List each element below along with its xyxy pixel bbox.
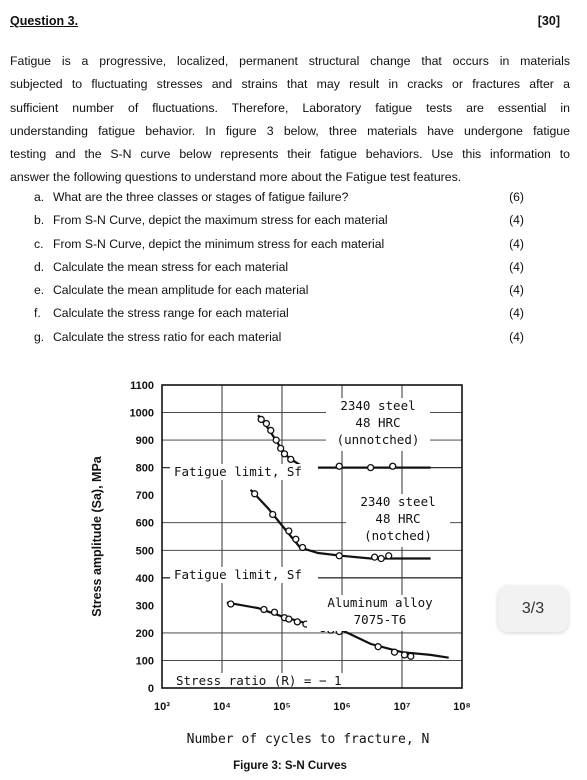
item-mark: (4) [509,329,524,344]
y-tick-label: 400 [135,572,154,585]
question-marks: [30] [537,14,560,28]
data-point [261,606,267,612]
series-label: (unnotched) [336,432,420,447]
item-letter: d. [34,259,45,274]
item-mark: (4) [509,259,524,274]
item-letter: c. [34,236,44,251]
intro-line: testing and the S-N curve below represents their fatigue behaviors. Use this information to [10,147,570,162]
data-point [368,465,374,471]
data-point [336,463,342,469]
fatigue-limit-label: Fatigue limit, Sf [174,567,302,582]
series-label: 2340 steel [340,398,416,413]
y-tick-label: 500 [135,545,154,558]
intro-line: subjected to fluctuating stresses and strains that may result in cracks or fractures after a [10,77,570,92]
data-point [390,463,396,469]
x-tick-label: 10⁸ [453,701,471,713]
data-point [336,553,342,559]
item-text: Calculate the stress range for each material [53,306,289,321]
y-axis-label: Stress amplitude (Sa), MPa [90,456,104,617]
data-point [228,601,234,607]
intro-line: answer the following questions to understand more about the Fatigue test features. [10,170,462,185]
data-point [372,554,378,560]
data-point [288,456,294,462]
data-point [375,644,381,650]
data-point [293,536,299,542]
question-title: Question 3. [10,14,79,28]
data-point [263,421,269,427]
x-tick-label: 10³ [154,701,170,713]
y-tick-label: 100 [135,655,154,668]
item-mark: (6) [509,190,524,204]
figure-caption: Figure 3: S-N Curves [233,760,347,772]
y-tick-label: 600 [135,517,154,530]
data-point [408,653,414,659]
fatigue-limit-label: Fatigue limit, Sf [174,464,302,479]
item-mark: (4) [509,283,524,298]
x-tick-label: 10⁶ [333,701,351,713]
data-point [252,491,258,497]
data-point [294,619,300,625]
y-tick-label: 1100 [130,380,154,392]
item-mark: (4) [509,236,524,251]
x-axis-label: Number of cycles to fracture, N [186,732,430,747]
data-point [300,545,306,551]
data-point [401,652,407,658]
item-letter: e. [34,283,45,298]
x-tick-label: 10⁵ [273,701,291,713]
y-tick-label: 200 [135,627,154,640]
data-point [273,437,279,443]
item-text: What are the three classes or stages of fatigue failure? [53,190,349,204]
data-point [386,553,392,559]
item-text: Calculate the mean stress for each material [53,259,289,274]
series-label: 48 HRC [375,511,421,526]
y-tick-label: 800 [135,462,154,475]
intro-line: Fatigue is a progressive, localized, permanent structural change that occurs in materials [10,54,570,68]
item-mark: (4) [509,213,524,228]
item-letter: g. [34,329,45,344]
data-point [278,445,284,451]
item-text: Calculate the stress ratio for each material [53,329,282,344]
data-point [272,609,278,615]
intro-line: sufficient number of fluctuations. Therefore, Laboratory fatigue tests are essential in [10,100,570,115]
stress-ratio-annotation: Stress ratio (R) = − 1 [176,673,342,688]
item-mark: (4) [509,306,524,321]
y-tick-label: 300 [135,600,154,613]
data-point [286,616,292,622]
data-point [270,511,276,517]
series-label: 7075-T6 [353,612,407,627]
data-point [378,556,384,562]
y-tick-label: 700 [135,490,154,503]
series-label: (notched) [364,528,432,543]
item-text: From S-N Curve, depict the maximum stress for each material [53,213,388,228]
page-indicator[interactable]: 3/3 [498,586,568,632]
item-letter: a. [34,190,45,204]
y-tick-label: 900 [135,435,154,448]
series-label: Aluminum alloy [327,595,433,610]
item-letter: f. [34,306,41,321]
series-label: 2340 steel [360,494,436,509]
x-tick-label: 10⁷ [393,701,411,713]
item-text: Calculate the mean amplitude for each material [53,283,309,298]
data-point [392,649,398,655]
series-label: 48 HRC [355,415,401,430]
y-tick-label: 1000 [129,407,154,420]
y-tick-label: 0 [147,683,154,695]
data-point [268,427,274,433]
x-tick-label: 10⁴ [213,701,231,713]
data-point [286,528,292,534]
data-point [258,416,264,422]
item-text: From S-N Curve, depict the minimum stress for each material [53,236,385,251]
data-point [281,451,287,457]
intro-line: understanding fatigue behavior. In figure 3 below, three materials have undergone fatigue [10,123,570,138]
item-letter: b. [34,213,45,228]
